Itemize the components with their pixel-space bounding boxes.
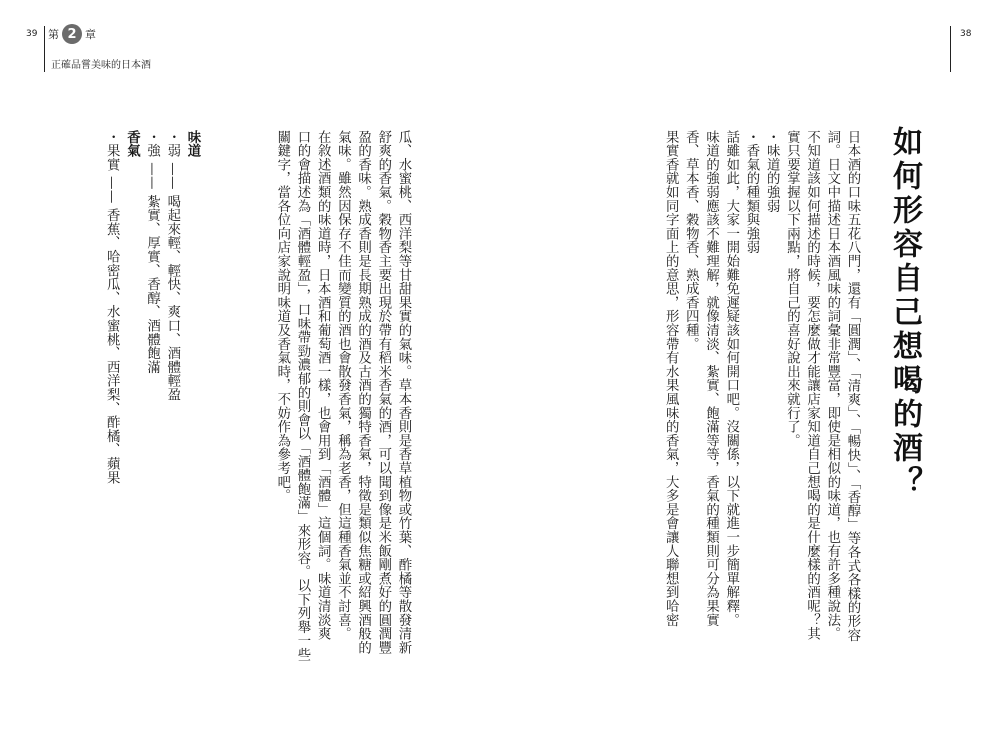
list-item: ・果實 —— 香蕉、哈密瓜、水蜜桃、西洋梨、酢橘、蘋果 xyxy=(104,130,120,485)
taste-heading: 味道 xyxy=(185,130,200,158)
article-title: 如何形容自己想喝的酒？ xyxy=(887,126,922,500)
left-page-body xyxy=(235,130,413,662)
chapter-suffix: 章 xyxy=(85,28,96,41)
body-column: 詞。日文中描述日本酒風味的詞彙非常豐富，即使是相似的味道，也有許多種說法。 xyxy=(824,130,840,641)
right-page-number: 38 xyxy=(960,29,972,39)
chapter-number-badge: 2 xyxy=(62,24,82,44)
body-column: 實只要掌握以下兩點，將自己的喜好說出來就行了。 xyxy=(784,130,800,448)
body-column: ・香氣的種類與強弱 xyxy=(743,130,759,255)
body-column: 果實香就如同字面上的意思，形容帶有水果風味的香氣，大多是會讓人聯想到哈密 xyxy=(663,130,679,627)
body-column: ・味道的強弱 xyxy=(764,130,780,213)
body-column: 味道的強弱應該不難理解，就像清淡、紮實、飽滿等等，香氣的種類則可分為果實 xyxy=(703,130,719,627)
body-column: 日本酒的口味五花八門，還有「圓潤」、「清爽」、「暢快」、「香醇」等各式各樣的形容 xyxy=(845,130,860,642)
body-column: 在敘述酒類的味道時，日本酒和葡萄酒一樣，也會用到「酒體」這個詞。味道清淡爽 xyxy=(315,130,331,641)
right-header-rule xyxy=(950,26,951,72)
left-header-rule xyxy=(44,26,45,72)
body-column: 氣味。雖然因保存不佳而變質的酒也會散發香氣，稱為老香，但這種香氣並不討喜。 xyxy=(335,130,351,641)
chapter-prefix: 第 xyxy=(48,28,59,41)
body-column: 口的會描述為「酒體輕盈」，口味帶勁濃郁的則會以「酒體飽滿」來形容。以下列舉一些 xyxy=(294,130,310,662)
list-item: ・強 —— 紮實、厚實、香醇、酒體飽滿 xyxy=(144,130,160,374)
body-column: 香、草本香、穀物香、熟成香四種。 xyxy=(683,130,699,351)
chapter-subtitle: 正確品嘗美味的日本酒 xyxy=(51,60,151,71)
right-page-body xyxy=(640,130,862,642)
body-column: 不知道該如何描述的時候，要怎麼做才能讓店家知道自己想喝的是什麼樣的酒呢？其 xyxy=(804,130,820,641)
list-item: ・弱 —— 喝起來輕、輕快、爽口、酒體輕盈 xyxy=(164,130,180,402)
body-column: 瓜、水蜜桃、西洋梨等甘甜果實的氣味。草本香則是香草植物或竹葉、酢橘等散發清新 xyxy=(396,130,411,655)
body-column: 盈的香味。熟成香則是長期熟成的酒及古酒的獨特香氣，特徵是類似焦糖或紹興酒般的 xyxy=(355,130,371,655)
chapter-label xyxy=(48,24,96,44)
body-column: 關鍵字，當各位向店家說明味道及香氣時，不妨作為參考吧。 xyxy=(274,130,290,503)
keyword-list xyxy=(62,130,202,484)
body-column: 話雖如此，大家一開始難免遲疑該如何開口吧。沒關係，以下就進一步簡單解釋。 xyxy=(723,130,739,627)
left-page-number: 39 xyxy=(26,29,38,39)
aroma-heading: 香氣 xyxy=(124,130,140,158)
body-column: 舒爽的香氣。穀物香主要出現於帶有稻米香氣的酒，可以聞到像是米飯剛煮好的圓潤豐 xyxy=(375,130,391,655)
